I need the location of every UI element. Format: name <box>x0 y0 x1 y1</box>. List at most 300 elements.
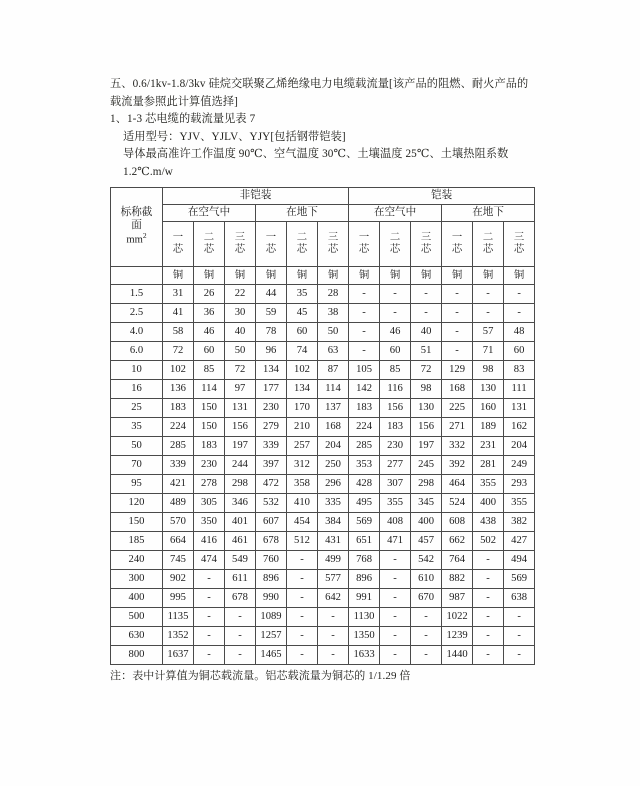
header-core-7: 二芯 <box>380 222 411 267</box>
cell-current-10: - <box>473 304 504 323</box>
header-core-3: 一芯 <box>256 222 287 267</box>
cell-current-7: - <box>380 285 411 304</box>
cell-current-8: 40 <box>411 323 442 342</box>
cell-current-9: 225 <box>442 399 473 418</box>
cell-current-8: - <box>411 608 442 627</box>
document-content <box>110 76 534 684</box>
header-material-blank <box>111 267 163 285</box>
cell-current-2: 461 <box>225 532 256 551</box>
cell-current-0: 136 <box>163 380 194 399</box>
cell-nominal-section: 1.5 <box>111 285 163 304</box>
cell-current-6: 224 <box>349 418 380 437</box>
cell-current-5: - <box>318 646 349 665</box>
cell-current-8: 245 <box>411 456 442 475</box>
document-line-4: 导体最高准许工作温度 90℃、空气温度 30℃、土壤温度 25℃、土壤热阻系数 1.2℃.m/w <box>123 148 509 178</box>
cell-current-5: 87 <box>318 361 349 380</box>
cell-current-5: 431 <box>318 532 349 551</box>
table-row <box>111 513 535 532</box>
cell-current-11: - <box>504 646 535 665</box>
cell-current-4: 454 <box>287 513 318 532</box>
cell-current-1: - <box>194 570 225 589</box>
cell-current-1: 46 <box>194 323 225 342</box>
cell-current-3: 760 <box>256 551 287 570</box>
corner-superscript: 2 <box>142 230 147 240</box>
cell-current-11: 204 <box>504 437 535 456</box>
header-core-2: 三芯 <box>225 222 256 267</box>
cell-current-4: 74 <box>287 342 318 361</box>
header-placement-3: 在地下 <box>442 205 535 222</box>
header-core-8: 三芯 <box>411 222 442 267</box>
cell-nominal-section: 240 <box>111 551 163 570</box>
cell-nominal-section: 300 <box>111 570 163 589</box>
cell-current-0: 902 <box>163 570 194 589</box>
cell-current-4: 170 <box>287 399 318 418</box>
header-core-4: 二芯 <box>287 222 318 267</box>
cell-current-4: - <box>287 570 318 589</box>
cell-current-9: 271 <box>442 418 473 437</box>
cell-current-4: 35 <box>287 285 318 304</box>
cell-current-6: 1130 <box>349 608 380 627</box>
cell-current-4: 134 <box>287 380 318 399</box>
table-row <box>111 380 535 399</box>
header-material-10: 铜 <box>473 267 504 285</box>
cell-current-6: 569 <box>349 513 380 532</box>
cell-current-6: - <box>349 304 380 323</box>
cell-current-4: 210 <box>287 418 318 437</box>
cell-current-7: - <box>380 304 411 323</box>
cell-current-7: 183 <box>380 418 411 437</box>
header-placement-0: 在空气中 <box>163 205 256 222</box>
cell-current-2: - <box>225 627 256 646</box>
cell-current-3: 896 <box>256 570 287 589</box>
header-material-5: 铜 <box>318 267 349 285</box>
cell-current-4: 358 <box>287 475 318 494</box>
table-row <box>111 532 535 551</box>
cell-current-1: 416 <box>194 532 225 551</box>
cell-current-5: 499 <box>318 551 349 570</box>
cell-nominal-section: 185 <box>111 532 163 551</box>
cell-current-2: 244 <box>225 456 256 475</box>
table-head <box>111 188 535 285</box>
cell-current-0: 339 <box>163 456 194 475</box>
cell-current-8: 400 <box>411 513 442 532</box>
cell-current-11: 494 <box>504 551 535 570</box>
cell-current-5: - <box>318 627 349 646</box>
cell-current-9: 168 <box>442 380 473 399</box>
cell-current-11: - <box>504 627 535 646</box>
cell-current-8: 670 <box>411 589 442 608</box>
cell-current-3: 230 <box>256 399 287 418</box>
cell-current-3: 1089 <box>256 608 287 627</box>
header-group-unarmored: 非铠装 <box>163 188 349 205</box>
cell-current-0: 489 <box>163 494 194 513</box>
cell-current-7: 46 <box>380 323 411 342</box>
cell-current-11: - <box>504 608 535 627</box>
cell-current-3: 339 <box>256 437 287 456</box>
header-material-7: 铜 <box>380 267 411 285</box>
cell-current-3: 78 <box>256 323 287 342</box>
cell-current-10: - <box>473 589 504 608</box>
cell-current-10: - <box>473 285 504 304</box>
cell-current-9: 1239 <box>442 627 473 646</box>
cell-current-9: 1440 <box>442 646 473 665</box>
table-row <box>111 418 535 437</box>
cell-current-8: - <box>411 304 442 323</box>
cell-current-2: 40 <box>225 323 256 342</box>
cell-current-6: 1350 <box>349 627 380 646</box>
cell-current-11: 131 <box>504 399 535 418</box>
cell-current-10: 231 <box>473 437 504 456</box>
cell-current-7: - <box>380 551 411 570</box>
cell-current-0: 285 <box>163 437 194 456</box>
cell-current-9: 1022 <box>442 608 473 627</box>
cell-current-5: 50 <box>318 323 349 342</box>
table-note: 注：表中计算值为铜芯载流量。铝芯载流量为铜芯的 1/1.29 倍 <box>110 670 411 682</box>
header-material-0: 铜 <box>163 267 194 285</box>
cell-current-0: 31 <box>163 285 194 304</box>
cell-current-5: 577 <box>318 570 349 589</box>
cell-current-6: 142 <box>349 380 380 399</box>
cell-current-10: 71 <box>473 342 504 361</box>
cell-nominal-section: 25 <box>111 399 163 418</box>
table-row <box>111 361 535 380</box>
cell-current-8: 345 <box>411 494 442 513</box>
cell-current-4: 45 <box>287 304 318 323</box>
cell-current-3: 59 <box>256 304 287 323</box>
cell-current-0: 72 <box>163 342 194 361</box>
cell-current-8: - <box>411 627 442 646</box>
table-row <box>111 475 535 494</box>
cell-current-5: 28 <box>318 285 349 304</box>
cell-current-10: 189 <box>473 418 504 437</box>
cell-current-11: 60 <box>504 342 535 361</box>
cell-current-4: 257 <box>287 437 318 456</box>
cell-current-4: - <box>287 551 318 570</box>
cell-current-9: 608 <box>442 513 473 532</box>
cell-nominal-section: 50 <box>111 437 163 456</box>
table-row <box>111 646 535 665</box>
cell-current-3: 678 <box>256 532 287 551</box>
table-row <box>111 399 535 418</box>
document-line-2: 1、1-3 芯电缆的载流量见表 7 <box>110 113 256 125</box>
cell-current-11: 249 <box>504 456 535 475</box>
cell-current-4: - <box>287 646 318 665</box>
cell-current-5: 335 <box>318 494 349 513</box>
cell-current-3: 44 <box>256 285 287 304</box>
cell-current-2: 131 <box>225 399 256 418</box>
cell-current-7: - <box>380 570 411 589</box>
cell-current-1: 183 <box>194 437 225 456</box>
cell-current-3: 177 <box>256 380 287 399</box>
cell-current-8: 197 <box>411 437 442 456</box>
cell-current-6: 105 <box>349 361 380 380</box>
table-row <box>111 589 535 608</box>
cell-current-1: - <box>194 646 225 665</box>
cell-current-8: - <box>411 646 442 665</box>
cell-current-1: - <box>194 589 225 608</box>
cell-current-9: - <box>442 342 473 361</box>
cell-current-11: 382 <box>504 513 535 532</box>
cell-nominal-section: 500 <box>111 608 163 627</box>
cell-current-6: - <box>349 285 380 304</box>
cell-current-1: 26 <box>194 285 225 304</box>
cell-current-7: 116 <box>380 380 411 399</box>
cell-current-2: - <box>225 646 256 665</box>
cell-current-9: 392 <box>442 456 473 475</box>
cell-current-11: 427 <box>504 532 535 551</box>
cell-current-2: 156 <box>225 418 256 437</box>
cell-nominal-section: 95 <box>111 475 163 494</box>
header-core-9: 一芯 <box>442 222 473 267</box>
cell-current-2: 549 <box>225 551 256 570</box>
cell-current-1: 36 <box>194 304 225 323</box>
cell-current-11: 162 <box>504 418 535 437</box>
header-material-8: 铜 <box>411 267 442 285</box>
cell-current-1: 230 <box>194 456 225 475</box>
cell-current-11: - <box>504 285 535 304</box>
cell-current-1: 60 <box>194 342 225 361</box>
cell-current-7: 471 <box>380 532 411 551</box>
cell-current-7: 156 <box>380 399 411 418</box>
cell-current-2: 298 <box>225 475 256 494</box>
cell-current-2: 401 <box>225 513 256 532</box>
cell-current-3: 96 <box>256 342 287 361</box>
cell-current-2: 678 <box>225 589 256 608</box>
cell-current-6: 768 <box>349 551 380 570</box>
cell-current-0: 995 <box>163 589 194 608</box>
cell-current-2: 197 <box>225 437 256 456</box>
cell-current-9: 464 <box>442 475 473 494</box>
header-row-material <box>111 267 535 285</box>
cell-current-7: 307 <box>380 475 411 494</box>
cell-current-3: 397 <box>256 456 287 475</box>
cell-current-7: 355 <box>380 494 411 513</box>
cell-current-1: 305 <box>194 494 225 513</box>
cell-current-1: 474 <box>194 551 225 570</box>
table-row <box>111 437 535 456</box>
cell-current-11: 83 <box>504 361 535 380</box>
header-material-2: 铜 <box>225 267 256 285</box>
cell-current-6: 353 <box>349 456 380 475</box>
cell-current-0: 421 <box>163 475 194 494</box>
cell-current-3: 279 <box>256 418 287 437</box>
cell-current-7: 230 <box>380 437 411 456</box>
cell-current-8: 610 <box>411 570 442 589</box>
cell-current-11: 355 <box>504 494 535 513</box>
cell-current-1: 114 <box>194 380 225 399</box>
cell-current-4: - <box>287 627 318 646</box>
header-row-group <box>111 188 535 205</box>
cell-nominal-section: 2.5 <box>111 304 163 323</box>
cell-current-10: - <box>473 551 504 570</box>
cell-current-10: 400 <box>473 494 504 513</box>
cell-current-2: - <box>225 608 256 627</box>
cell-current-5: 137 <box>318 399 349 418</box>
cell-current-1: 85 <box>194 361 225 380</box>
cell-current-4: 410 <box>287 494 318 513</box>
table-row <box>111 627 535 646</box>
cell-current-3: 990 <box>256 589 287 608</box>
header-core-0: 一芯 <box>163 222 194 267</box>
cell-current-6: 495 <box>349 494 380 513</box>
cell-current-9: - <box>442 285 473 304</box>
cell-current-10: 98 <box>473 361 504 380</box>
cell-current-8: 298 <box>411 475 442 494</box>
header-material-1: 铜 <box>194 267 225 285</box>
cell-current-1: 150 <box>194 399 225 418</box>
cell-current-8: 72 <box>411 361 442 380</box>
cell-nominal-section: 400 <box>111 589 163 608</box>
cell-current-4: 512 <box>287 532 318 551</box>
cell-current-1: 278 <box>194 475 225 494</box>
cell-current-8: 457 <box>411 532 442 551</box>
cell-current-10: 130 <box>473 380 504 399</box>
cell-current-10: - <box>473 608 504 627</box>
cell-current-8: 156 <box>411 418 442 437</box>
cell-current-0: 102 <box>163 361 194 380</box>
cell-current-0: 183 <box>163 399 194 418</box>
cell-current-3: 134 <box>256 361 287 380</box>
header-core-11: 三芯 <box>504 222 535 267</box>
cell-current-7: - <box>380 627 411 646</box>
document-heading: 五、0.6/1kv-1.8/3kv 硅烷交联聚乙烯绝缘电力电缆载流量[该产品的阻燃、耐火产品的载流量参照此计算值选择] <box>110 78 529 108</box>
cell-current-9: 662 <box>442 532 473 551</box>
header-row-placement <box>111 205 535 222</box>
cell-current-0: 664 <box>163 532 194 551</box>
cell-current-10: 57 <box>473 323 504 342</box>
cell-current-1: 350 <box>194 513 225 532</box>
cell-current-9: 332 <box>442 437 473 456</box>
cell-current-11: 48 <box>504 323 535 342</box>
table-row <box>111 570 535 589</box>
cell-nominal-section: 10 <box>111 361 163 380</box>
cell-current-9: - <box>442 323 473 342</box>
header-row-cores <box>111 222 535 267</box>
cell-current-3: 1465 <box>256 646 287 665</box>
header-placement-1: 在地下 <box>256 205 349 222</box>
cell-current-5: 296 <box>318 475 349 494</box>
cell-current-9: 987 <box>442 589 473 608</box>
cell-nominal-section: 70 <box>111 456 163 475</box>
cell-current-0: 1352 <box>163 627 194 646</box>
cell-current-5: 168 <box>318 418 349 437</box>
cell-current-6: - <box>349 323 380 342</box>
cell-current-6: 651 <box>349 532 380 551</box>
cell-current-6: 991 <box>349 589 380 608</box>
cell-current-0: 224 <box>163 418 194 437</box>
cell-current-7: 85 <box>380 361 411 380</box>
cell-current-1: - <box>194 627 225 646</box>
cell-current-8: 130 <box>411 399 442 418</box>
cell-nominal-section: 35 <box>111 418 163 437</box>
corner-line-3: mm <box>126 234 143 246</box>
cell-current-7: 277 <box>380 456 411 475</box>
cell-current-8: - <box>411 285 442 304</box>
cell-current-0: 58 <box>163 323 194 342</box>
header-material-11: 铜 <box>504 267 535 285</box>
cell-current-2: 30 <box>225 304 256 323</box>
cell-current-6: 1633 <box>349 646 380 665</box>
cell-current-10: 281 <box>473 456 504 475</box>
cell-current-5: - <box>318 608 349 627</box>
table-row <box>111 608 535 627</box>
cell-current-3: 607 <box>256 513 287 532</box>
table-body <box>111 285 535 665</box>
cell-current-7: - <box>380 646 411 665</box>
cell-current-6: 896 <box>349 570 380 589</box>
cell-nominal-section: 630 <box>111 627 163 646</box>
cell-current-9: - <box>442 304 473 323</box>
cell-current-10: - <box>473 646 504 665</box>
cell-current-10: 355 <box>473 475 504 494</box>
header-group-armored: 铠装 <box>349 188 535 205</box>
cell-current-4: 102 <box>287 361 318 380</box>
cell-nominal-section: 150 <box>111 513 163 532</box>
cell-current-10: - <box>473 627 504 646</box>
cell-current-8: 542 <box>411 551 442 570</box>
header-material-3: 铜 <box>256 267 287 285</box>
cell-current-5: 63 <box>318 342 349 361</box>
cell-current-11: 293 <box>504 475 535 494</box>
cell-current-5: 204 <box>318 437 349 456</box>
cell-current-8: 98 <box>411 380 442 399</box>
cell-current-7: - <box>380 589 411 608</box>
cell-current-11: 111 <box>504 380 535 399</box>
table-row <box>111 494 535 513</box>
cell-current-0: 745 <box>163 551 194 570</box>
cell-current-7: - <box>380 608 411 627</box>
cell-current-9: 129 <box>442 361 473 380</box>
cell-current-4: - <box>287 589 318 608</box>
cell-current-0: 41 <box>163 304 194 323</box>
header-core-10: 二芯 <box>473 222 504 267</box>
cell-current-0: 1135 <box>163 608 194 627</box>
cell-nominal-section: 16 <box>111 380 163 399</box>
cell-current-2: 346 <box>225 494 256 513</box>
table-row <box>111 456 535 475</box>
cell-current-7: 408 <box>380 513 411 532</box>
table-row <box>111 285 535 304</box>
cell-current-9: 764 <box>442 551 473 570</box>
corner-line-2: 面 <box>131 219 142 231</box>
cell-current-11: - <box>504 304 535 323</box>
cell-current-8: 51 <box>411 342 442 361</box>
cell-current-10: - <box>473 570 504 589</box>
cell-current-6: 285 <box>349 437 380 456</box>
cell-current-2: 50 <box>225 342 256 361</box>
cell-current-3: 1257 <box>256 627 287 646</box>
cell-current-3: 532 <box>256 494 287 513</box>
cell-current-4: 312 <box>287 456 318 475</box>
header-material-9: 铜 <box>442 267 473 285</box>
cell-current-1: 150 <box>194 418 225 437</box>
cell-nominal-section: 4.0 <box>111 323 163 342</box>
table-row <box>111 342 535 361</box>
cell-current-11: 638 <box>504 589 535 608</box>
header-core-6: 一芯 <box>349 222 380 267</box>
cell-current-6: - <box>349 342 380 361</box>
cell-current-0: 570 <box>163 513 194 532</box>
cell-nominal-section: 120 <box>111 494 163 513</box>
cell-current-1: - <box>194 608 225 627</box>
cell-current-5: 38 <box>318 304 349 323</box>
cell-current-5: 642 <box>318 589 349 608</box>
cell-current-9: 882 <box>442 570 473 589</box>
header-core-5: 三芯 <box>318 222 349 267</box>
document-line-3: 适用型号：YJV、YJLV、YJY[包括钢带铠装] <box>123 130 346 143</box>
cell-current-0: 1637 <box>163 646 194 665</box>
cell-current-5: 384 <box>318 513 349 532</box>
